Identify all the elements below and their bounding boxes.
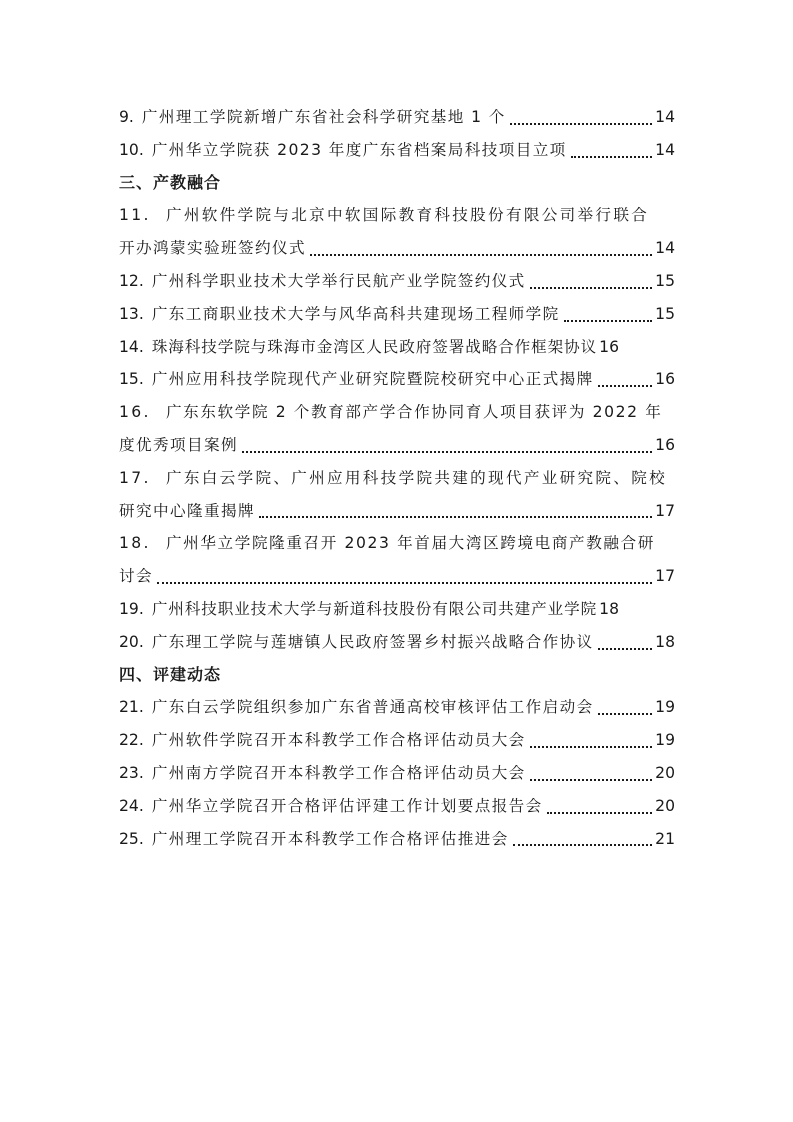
toc-page-number: 19: [655, 731, 675, 750]
toc-item-22[interactable]: [119, 724, 675, 757]
toc-item-11[interactable]: [119, 199, 675, 265]
dot-leader: [530, 286, 652, 289]
dot-leader: [513, 843, 652, 846]
toc-number: 18.: [119, 534, 151, 553]
toc-item-24[interactable]: [119, 790, 675, 823]
toc-page-number: 17: [655, 501, 675, 520]
dot-leader: [530, 745, 652, 748]
toc-page-number: 14: [655, 239, 675, 258]
toc-item-21[interactable]: [119, 691, 675, 724]
toc-page-number: 20: [655, 796, 675, 815]
toc-title-line1: 广州软件学院与北京中软国际教育科技股份有限公司举行联合: [165, 206, 650, 225]
toc-title: 研究中心隆重揭牌: [119, 501, 255, 520]
dot-leader: [598, 647, 653, 650]
toc-number: 24.: [119, 796, 144, 815]
toc-number: 22.: [119, 731, 144, 750]
toc-item-12[interactable]: [119, 265, 675, 298]
toc-title: 广东理工学院与莲塘镇人民政府签署乡村振兴战略合作协议: [151, 632, 594, 651]
toc-number: 21.: [119, 698, 144, 717]
toc-number: 10.: [119, 140, 144, 159]
toc-number: 25.: [119, 829, 144, 848]
dot-leader: [547, 811, 652, 814]
dot-leader: [157, 581, 652, 584]
toc-page-number: 16: [655, 370, 675, 389]
toc-page-number: 18: [655, 632, 675, 651]
table-of-contents: [119, 101, 675, 855]
toc-title: 广州理工学院新增广东省社会科学研究基地 1 个: [141, 108, 506, 126]
toc-page-number: 14: [655, 140, 675, 159]
toc-page-number: 17: [655, 567, 675, 586]
toc-item-16[interactable]: [119, 396, 675, 462]
toc-item-20[interactable]: [119, 626, 675, 659]
toc-title: 广州理工学院召开本科教学工作合格评估推进会: [151, 829, 509, 848]
toc-page-number: 18: [599, 599, 619, 618]
toc-title: 广州软件学院召开本科教学工作合格评估动员大会: [151, 731, 526, 750]
toc-page-number: 20: [655, 763, 675, 782]
toc-title: 度优秀项目案例: [119, 435, 238, 454]
toc-number: 11.: [119, 206, 151, 225]
toc-title: 讨会: [119, 567, 153, 586]
toc-number: 15.: [119, 370, 144, 389]
toc-item-19[interactable]: [119, 593, 675, 626]
toc-number: 17.: [119, 468, 151, 487]
dot-leader: [310, 253, 652, 256]
toc-item-10[interactable]: [119, 134, 675, 167]
toc-page-number: 14: [655, 108, 675, 126]
toc-title: 珠海科技学院与珠海市金湾区人民政府签署战略合作框架协议: [151, 337, 598, 356]
toc-title: 广州科技职业技术大学与新道科技股份有限公司共建产业学院: [151, 599, 598, 618]
toc-title: 广州华立学院召开合格评估评建工作计划要点报告会: [151, 796, 543, 815]
dot-leader: [242, 450, 652, 453]
dot-leader: [564, 319, 652, 322]
toc-title: 开办鸿蒙实验班签约仪式: [119, 239, 306, 258]
toc-title-line1: 广东东软学院 2 个教育部产学合作协同育人项目获评为 2022 年: [165, 403, 663, 422]
toc-title: 广州南方学院召开本科教学工作合格评估动员大会: [151, 763, 526, 782]
toc-title: 广东白云学院组织参加广东省普通高校审核评估工作启动会: [151, 698, 594, 717]
toc-item-23[interactable]: [119, 757, 675, 790]
toc-item-13[interactable]: [119, 298, 675, 331]
toc-item-9[interactable]: [119, 101, 675, 134]
toc-page-number: 15: [655, 304, 675, 323]
section-heading-evaluation: 四、评建动态: [119, 664, 222, 684]
dot-leader: [259, 515, 652, 518]
toc-title: 广州应用科技学院现代产业研究院暨院校研究中心正式揭牌: [151, 370, 594, 389]
toc-number: 12.: [119, 271, 144, 290]
toc-title: 广州华立学院获 2023 年度广东省档案局科技项目立项: [151, 140, 567, 159]
toc-number: 14.: [119, 337, 144, 356]
toc-item-14[interactable]: [119, 331, 675, 364]
toc-page-number: 19: [655, 698, 675, 717]
dot-leader: [598, 712, 653, 715]
toc-page-number: 15: [655, 271, 675, 290]
toc-title-line1: 广东白云学院、广州应用科技学院共建的现代产业研究院、院校: [165, 468, 667, 487]
toc-page-number: 16: [655, 435, 675, 454]
dot-leader: [598, 384, 653, 387]
toc-page-number: 16: [599, 337, 619, 356]
toc-title-line1: 广州华立学院隆重召开 2023 年首届大湾区跨境电商产教融合研: [165, 534, 656, 553]
dot-leader: [510, 122, 652, 125]
toc-item-18[interactable]: [119, 527, 675, 593]
toc-item-15[interactable]: [119, 363, 675, 396]
toc-item-17[interactable]: [119, 462, 675, 528]
toc-page-number: 21: [655, 829, 675, 848]
section-heading-industry-education: 三、产教融合: [119, 172, 222, 192]
toc-number: 23.: [119, 763, 144, 782]
toc-number: 13.: [119, 304, 144, 323]
toc-item-25[interactable]: [119, 823, 675, 856]
dot-leader: [571, 155, 652, 158]
toc-number: 16.: [119, 403, 151, 422]
toc-number: 19.: [119, 599, 144, 618]
toc-title: 广东工商职业技术大学与风华高科共建现场工程师学院: [151, 304, 560, 323]
toc-title: 广州科学职业技术大学举行民航产业学院签约仪式: [151, 271, 526, 290]
dot-leader: [530, 778, 652, 781]
toc-number: 9.: [119, 108, 134, 126]
toc-number: 20.: [119, 632, 144, 651]
